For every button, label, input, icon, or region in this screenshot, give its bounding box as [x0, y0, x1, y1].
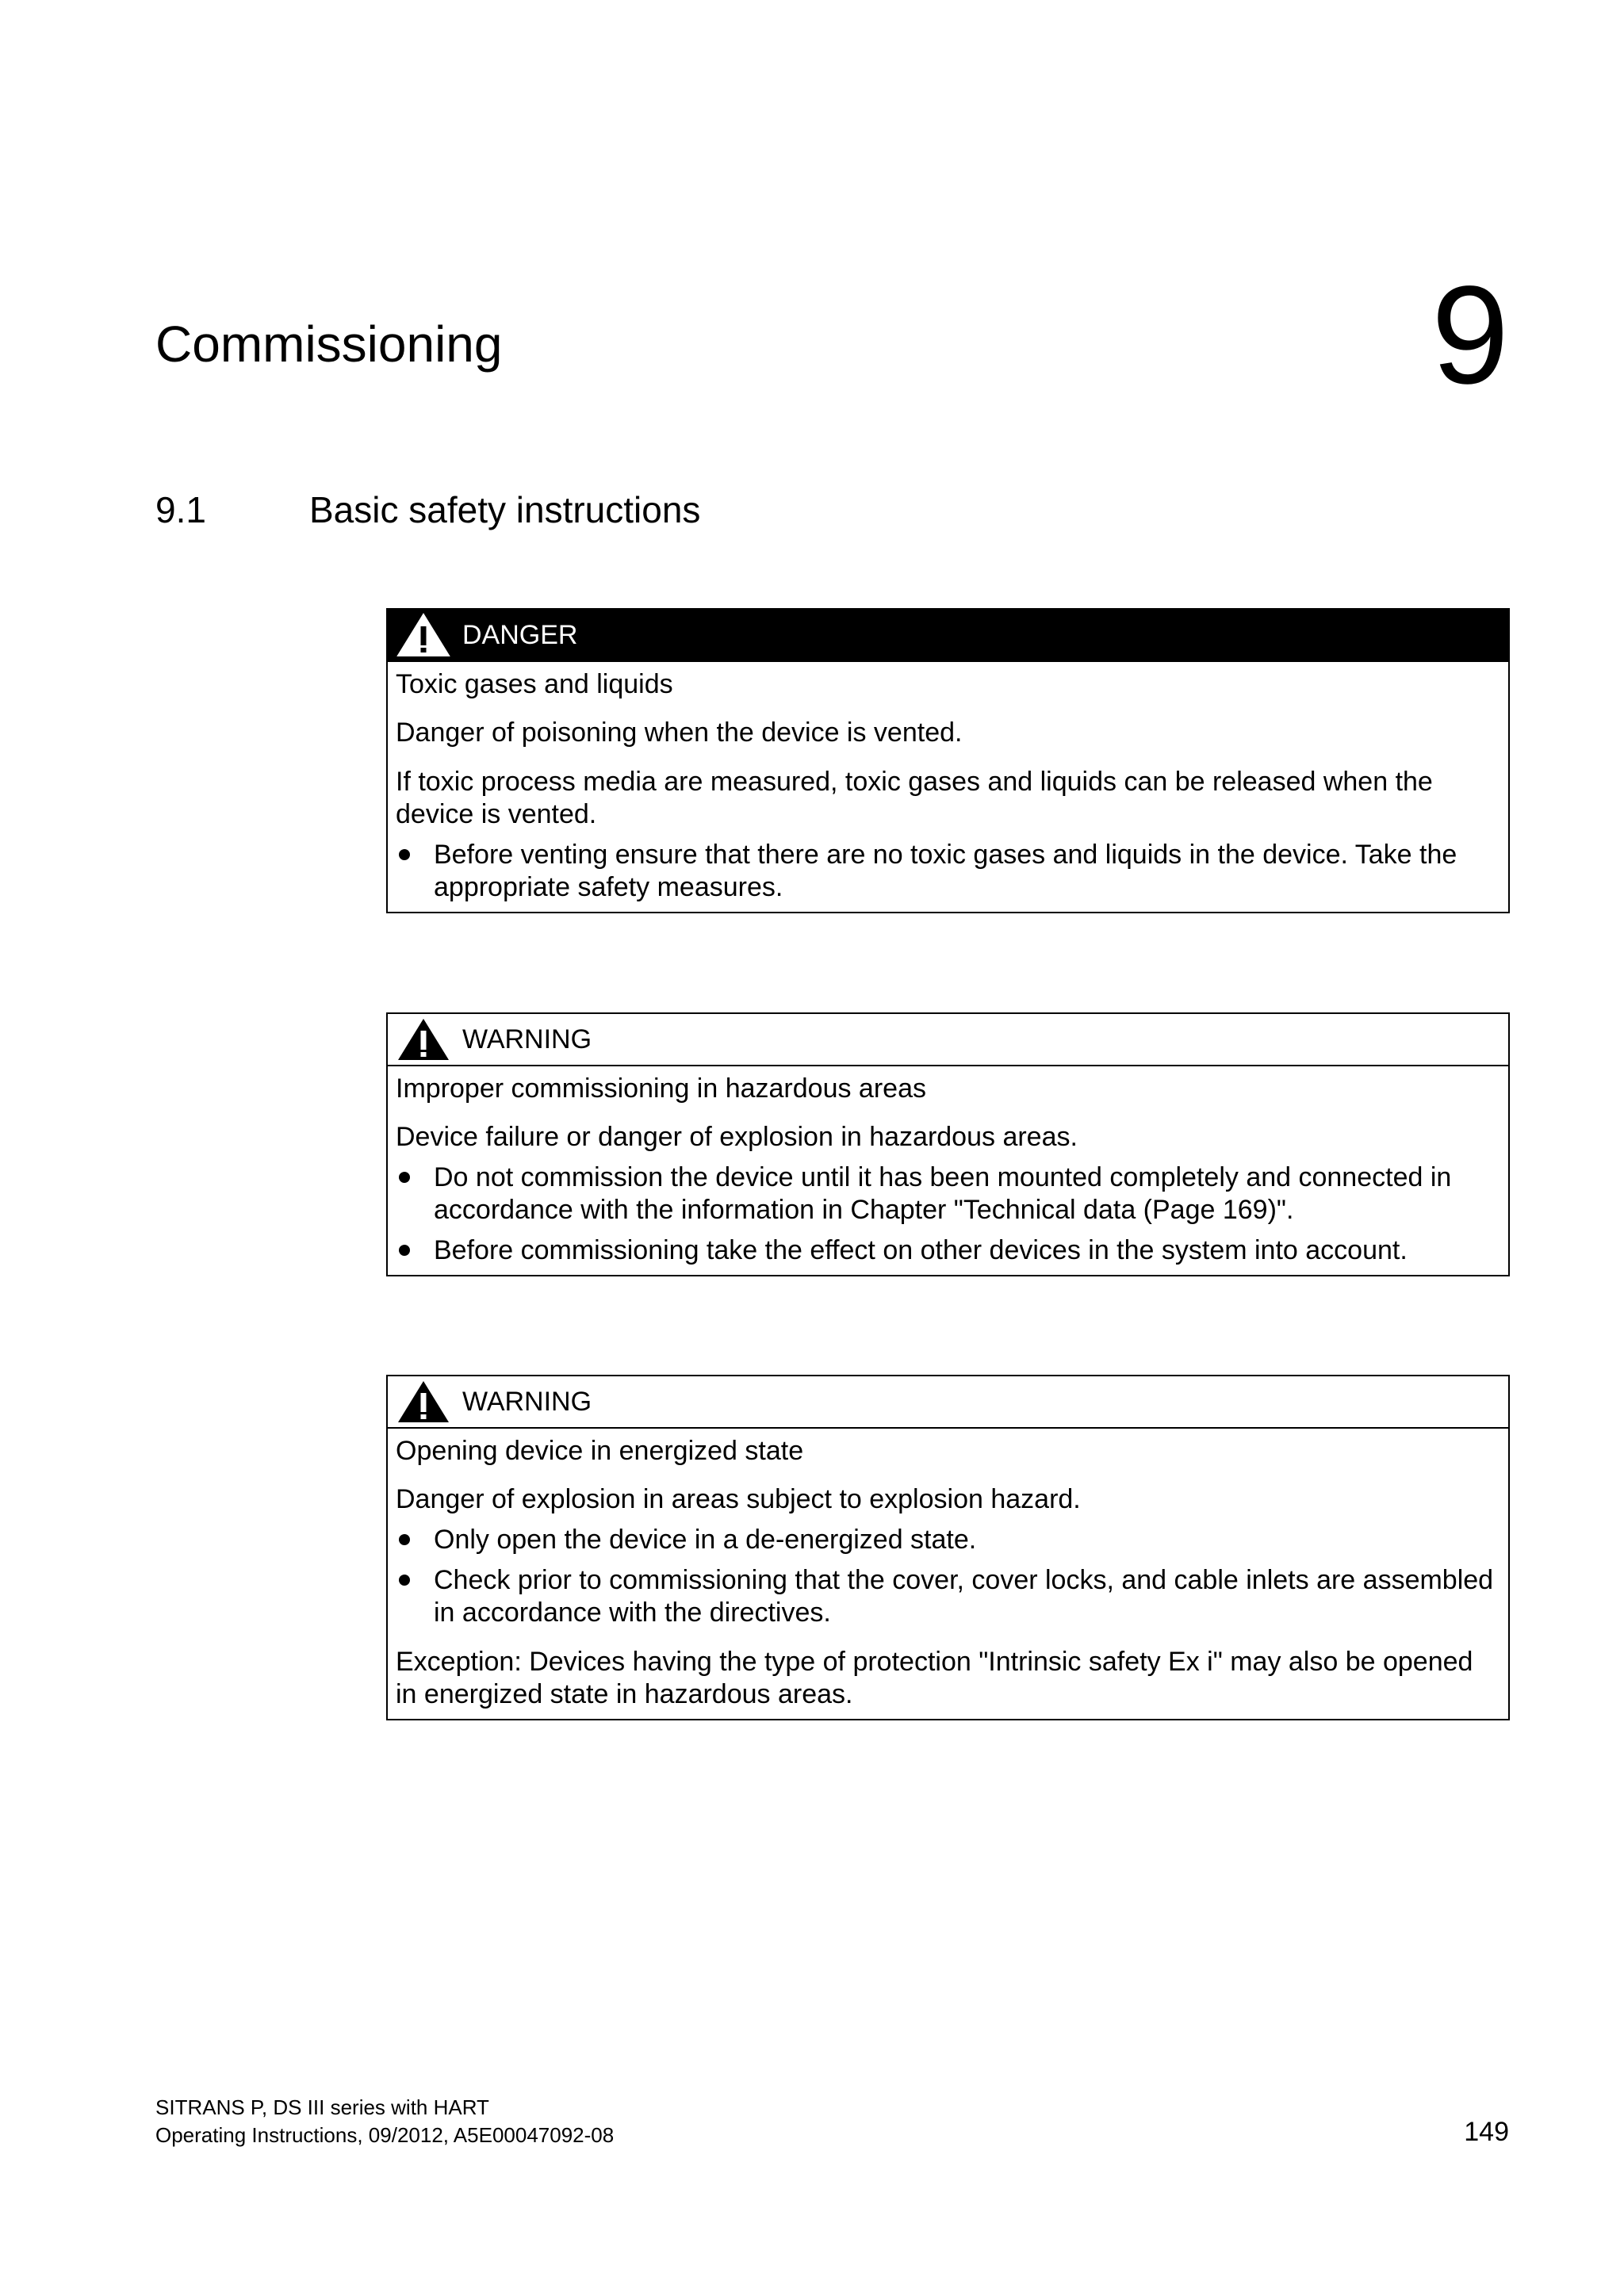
notice-header	[388, 1014, 1508, 1066]
list-item: Only open the device in a de-energized state.	[396, 1524, 1497, 1556]
notice-bullet-list	[396, 839, 1497, 904]
notice-header	[388, 1376, 1508, 1429]
notice-body	[388, 1429, 1508, 1719]
list-item: Check prior to commissioning that the cover, cover locks, and cable inlets are assembled in accordance with the directives.	[396, 1564, 1497, 1629]
warning-triangle-icon	[396, 1016, 451, 1062]
warning-triangle-icon	[396, 1379, 451, 1425]
warning-triangle-icon	[396, 612, 451, 658]
notice-title: Opening device in energized state	[396, 1436, 804, 1466]
chapter-title: Commissioning	[155, 316, 503, 373]
exception-label: Exception	[396, 1647, 515, 1677]
notice-title: Improper commissioning in hazardous areas	[396, 1073, 926, 1104]
notice-body	[388, 662, 1508, 912]
notice-level: WARNING	[462, 1386, 592, 1417]
notice-exception	[396, 1646, 1497, 1711]
notice-title: Toxic gases and liquids	[396, 669, 673, 699]
notice-level: WARNING	[462, 1024, 592, 1054]
list-item: Before venting ensure that there are no toxic gases and liquids in the device. Take the appropriate safety measures.	[396, 839, 1497, 904]
notice-paragraph: Danger of explosion in areas subject to explosion hazard.	[396, 1484, 1081, 1514]
section-number: 9.1	[155, 489, 206, 530]
notice-paragraph: Danger of poisoning when the device is vented.	[396, 718, 963, 748]
notice-bullet-list	[396, 1161, 1497, 1267]
notice-paragraph: If toxic process media are measured, toxic gases and liquids can be released when the device is vented.	[396, 767, 1433, 829]
notice-bullet-list	[396, 1524, 1497, 1629]
notice-body	[388, 1066, 1508, 1275]
notice-header	[388, 610, 1508, 662]
warning-notice	[386, 1012, 1510, 1276]
exception-text: : Devices having the type of protection "Intrinsic safety Ex i" may also be opened in energized state in hazardous areas.	[396, 1647, 1473, 1709]
list-item: Before commissioning take the effect on other devices in the system into account.	[396, 1234, 1497, 1267]
notice-paragraph: Device failure or danger of explosion in hazardous areas.	[396, 1122, 1078, 1152]
list-item: Do not commission the device until it has been mounted completely and connected in accordance with the information in Chapter "Technical data (Page 169)".	[396, 1161, 1497, 1226]
danger-notice	[386, 608, 1510, 913]
section-title: Basic safety instructions	[309, 489, 701, 530]
warning-notice	[386, 1375, 1510, 1720]
chapter-number: 9	[1431, 258, 1509, 413]
notice-level: DANGER	[462, 619, 578, 650]
page-number: 149	[1464, 2117, 1509, 2147]
footer-product: SITRANS P, DS III series with HART	[155, 2095, 489, 2119]
footer-document: Operating Instructions, 09/2012, A5E00047092-08	[155, 2123, 615, 2147]
